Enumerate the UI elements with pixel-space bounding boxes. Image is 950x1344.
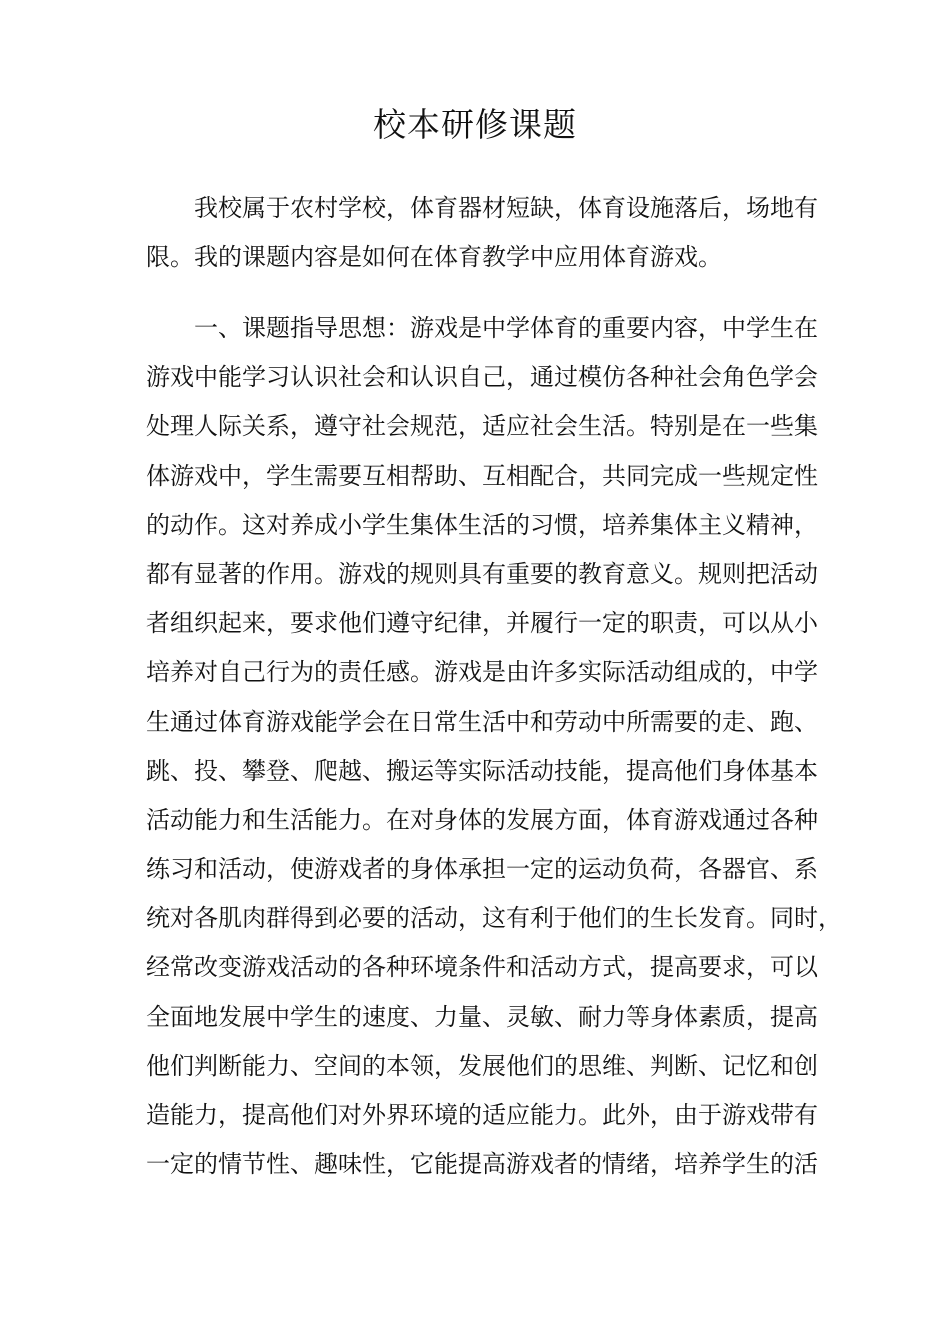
paragraph-line: 我校属于农村学校，体育器材短缺，体育设施落后，场地有	[194, 194, 818, 222]
paragraph-line: 处理人际关系，遵守社会规范，适应社会生活。特别是在一些集	[146, 412, 818, 441]
paragraph-line: 培养对自己行为的责任感。游戏是由许多实际活动组成的，中学	[146, 658, 818, 687]
paragraph-line: 都有显著的作用。游戏的规则具有重要的教育意义。规则把活动	[146, 559, 818, 588]
paragraph-line: 他们判断能力、空间的本领，发展他们的思维、判断、记忆和创	[146, 1051, 818, 1080]
paragraph-line: 一定的情节性、趣味性，它能提高游戏者的情绪，培养学生的活	[146, 1150, 818, 1179]
paragraph-line: 生通过体育游戏能学会在日常生活中和劳动中所需要的走、跑、	[146, 707, 818, 736]
paragraph-line: 限。我的课题内容是如何在体育教学中应用体育游戏。	[146, 243, 722, 272]
paragraph-line: 一、课题指导思想：游戏是中学体育的重要内容，中学生在	[194, 314, 818, 342]
paragraph-line: 练习和活动，使游戏者的身体承担一定的运动负荷，各器官、系	[146, 855, 818, 884]
paragraph-line: 的动作。这对养成小学生集体生活的习惯，培养集体主义精神，	[146, 510, 818, 539]
paragraph-line: 活动能力和生活能力。在对身体的发展方面，体育游戏通过各种	[146, 805, 818, 834]
paragraph-intro	[146, 184, 818, 282]
paragraph-line: 全面地发展中学生的速度、力量、灵敏、耐力等身体素质，提高	[146, 1002, 818, 1031]
paragraph-guiding-ideas	[146, 304, 842, 1189]
page-title: 校本研修课题	[373, 105, 577, 144]
paragraph-line: 跳、投、攀登、爬越、搬运等实际活动技能，提高他们身体基本	[146, 756, 818, 785]
paragraph-line: 者组织起来，要求他们遵守纪律，并履行一定的职责，可以从小	[146, 609, 818, 638]
paragraph-line: 造能力，提高他们对外界环境的适应能力。此外，由于游戏带有	[146, 1101, 818, 1129]
paragraph-line: 统对各肌肉群得到必要的活动，这有利于他们的生长发育。同时，	[146, 904, 842, 933]
paragraph-line: 经常改变游戏活动的各种环境条件和活动方式，提高要求，可以	[146, 953, 818, 982]
paragraph-line: 游戏中能学习认识社会和认识自己，通过模仿各种社会角色学会	[146, 363, 818, 392]
paragraph-line: 体游戏中，学生需要互相帮助、互相配合，共同完成一些规定性	[146, 461, 818, 490]
